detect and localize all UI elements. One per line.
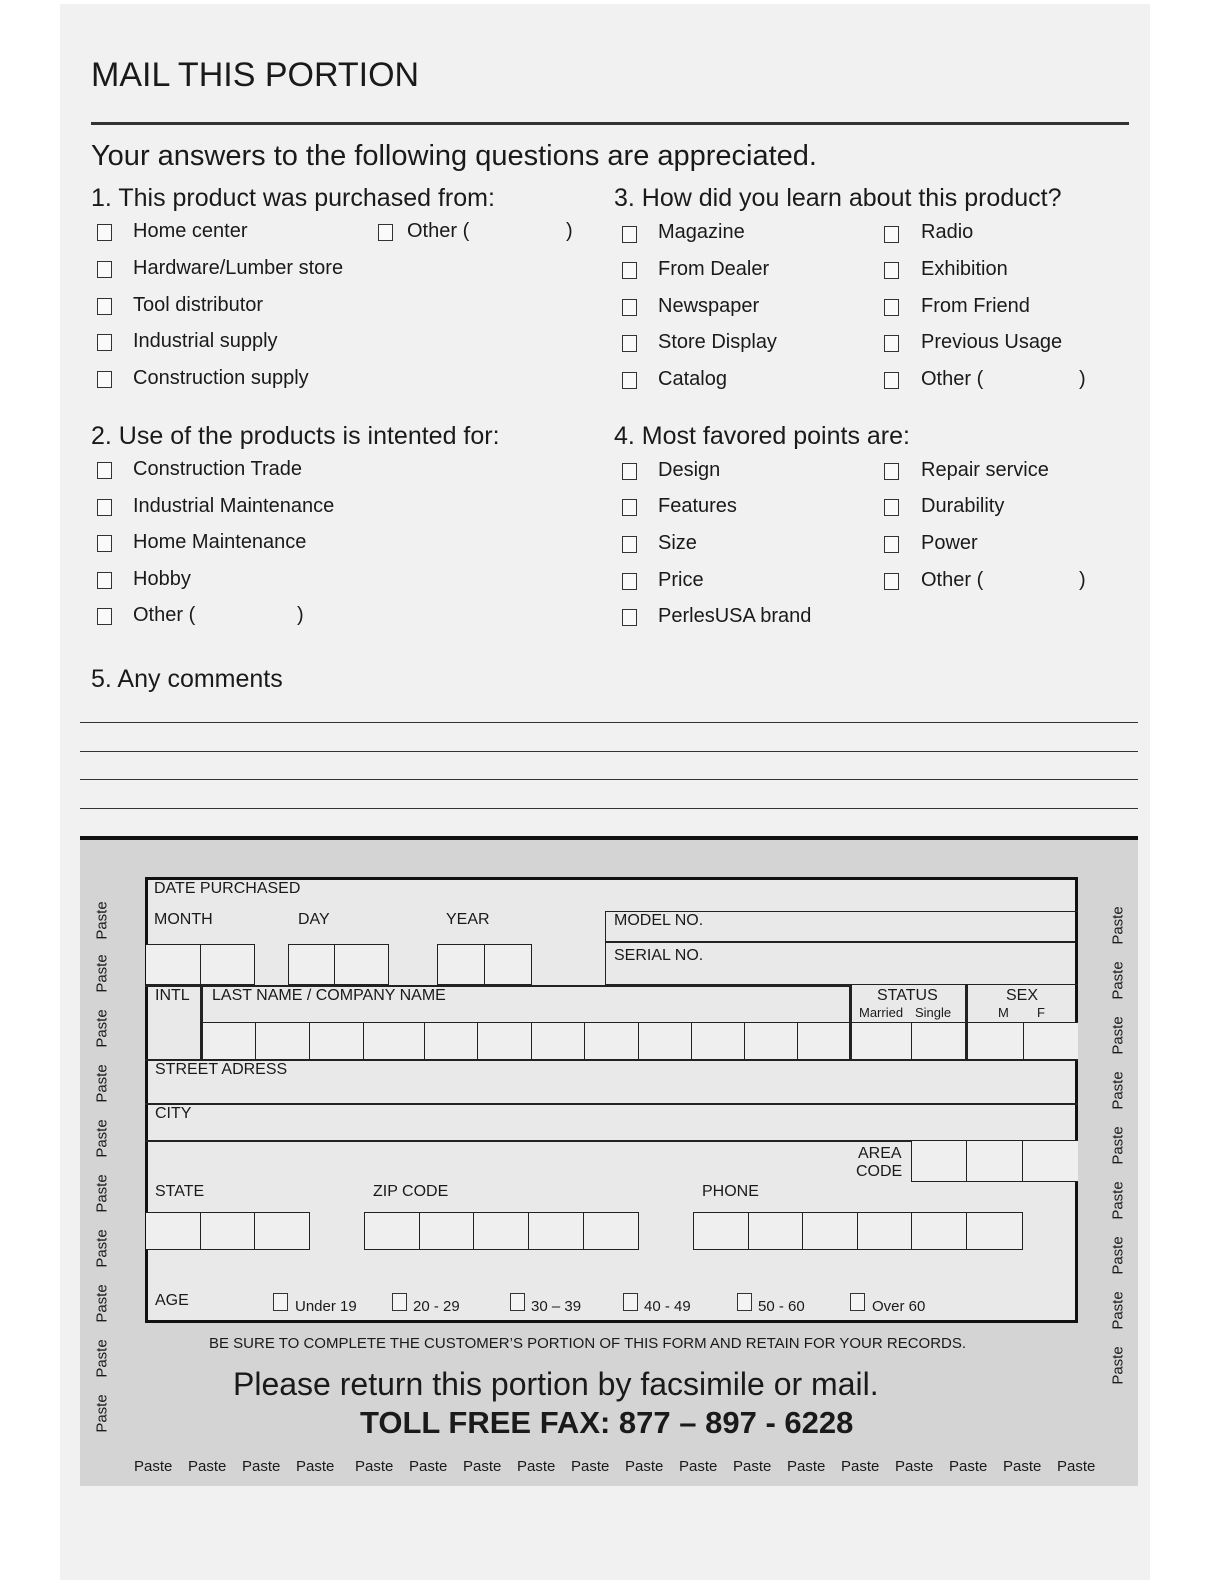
phone-digit-box[interactable] bbox=[857, 1212, 912, 1250]
q3-title: 3. How did you learn about this product? bbox=[614, 184, 1062, 212]
status-label: STATUS bbox=[877, 987, 938, 1004]
zip-digit-box[interactable] bbox=[473, 1212, 529, 1250]
male-label: M bbox=[998, 1005, 1009, 1020]
return-instruction: Please return this portion by facsimile or mail. bbox=[233, 1366, 879, 1402]
name-char-box[interactable] bbox=[424, 1022, 478, 1060]
q3-option-label: Previous Usage bbox=[921, 331, 1063, 353]
phone-label: PHONE bbox=[702, 1183, 759, 1200]
q3-other-close: ) bbox=[1079, 368, 1086, 390]
page-title: MAIL THIS PORTION bbox=[91, 56, 420, 94]
paste-label: Paste bbox=[1109, 961, 1127, 1000]
date-purchased-label: DATE PURCHASED bbox=[154, 880, 301, 897]
paste-label: Paste bbox=[1109, 1071, 1127, 1110]
age-checkbox[interactable] bbox=[273, 1293, 288, 1311]
female-label: F bbox=[1037, 1005, 1045, 1020]
q4-option-label: Design bbox=[658, 459, 721, 481]
q1-option-label: Home center bbox=[133, 220, 248, 242]
q2-option-label: Hobby bbox=[133, 568, 191, 590]
title-divider bbox=[91, 122, 1129, 125]
comment-line bbox=[80, 808, 1138, 809]
zip-digit-box[interactable] bbox=[419, 1212, 474, 1250]
paste-label: Paste bbox=[242, 1458, 281, 1475]
q2-checkbox[interactable] bbox=[97, 572, 112, 589]
age-checkbox[interactable] bbox=[737, 1293, 752, 1311]
serial-no-label: SERIAL NO. bbox=[614, 947, 704, 964]
paste-label: Paste bbox=[1109, 1236, 1127, 1275]
intro-text: Your answers to the following questions are appreciated. bbox=[91, 140, 817, 172]
state-char-box[interactable] bbox=[200, 1212, 255, 1250]
zip-label: ZIP CODE bbox=[373, 1183, 449, 1200]
q4-option-label: Size bbox=[658, 532, 697, 554]
q2-other-checkbox[interactable] bbox=[97, 608, 112, 625]
q4-checkbox[interactable] bbox=[622, 499, 637, 516]
q3-checkbox[interactable] bbox=[884, 262, 899, 279]
paste-label: Paste bbox=[1109, 1016, 1127, 1055]
q1-option-label: Construction supply bbox=[133, 367, 309, 389]
q1-checkbox[interactable] bbox=[97, 334, 112, 351]
paste-label: Paste bbox=[93, 1229, 111, 1268]
paste-label: Paste bbox=[134, 1458, 173, 1475]
day-digit-box[interactable] bbox=[334, 944, 389, 985]
street-label: STREET ADRESS bbox=[155, 1061, 288, 1078]
q3-other-checkbox[interactable] bbox=[884, 372, 899, 389]
q1-checkbox[interactable] bbox=[97, 298, 112, 315]
q3-option-label: Exhibition bbox=[921, 258, 1008, 280]
q4-checkbox[interactable] bbox=[622, 609, 637, 626]
q1-checkbox[interactable] bbox=[97, 224, 112, 241]
age-option-label: 30 – 39 bbox=[531, 1298, 582, 1315]
name-char-box[interactable] bbox=[255, 1022, 310, 1060]
q4-checkbox[interactable] bbox=[884, 499, 899, 516]
year-digit-box[interactable] bbox=[484, 944, 532, 985]
q3-checkbox[interactable] bbox=[622, 299, 637, 316]
toll-free-fax: TOLL FREE FAX: 877 – 897 - 6228 bbox=[360, 1405, 854, 1440]
q2-option-label: Construction Trade bbox=[133, 458, 302, 480]
paste-label: Paste bbox=[733, 1458, 772, 1475]
q2-checkbox[interactable] bbox=[97, 462, 112, 479]
q3-option-label: From Dealer bbox=[658, 258, 770, 280]
area-label: AREA bbox=[858, 1145, 902, 1162]
last-name-label: LAST NAME / COMPANY NAME bbox=[212, 987, 446, 1004]
q4-checkbox[interactable] bbox=[622, 536, 637, 553]
married-label: Married bbox=[859, 1005, 904, 1020]
sex-label: SEX bbox=[1006, 987, 1039, 1004]
phone-digit-box[interactable] bbox=[911, 1212, 967, 1250]
paste-label: Paste bbox=[93, 1119, 111, 1158]
paste-label: Paste bbox=[93, 954, 111, 993]
model-no-label: MODEL NO. bbox=[614, 912, 704, 929]
q3-other-label: Other ( bbox=[921, 368, 984, 390]
q4-other-label: Other ( bbox=[921, 569, 984, 591]
q4-checkbox[interactable] bbox=[884, 536, 899, 553]
area-code-box[interactable] bbox=[911, 1140, 967, 1182]
q3-option-label: Magazine bbox=[658, 221, 745, 243]
q4-other-checkbox[interactable] bbox=[884, 573, 899, 590]
single-box[interactable] bbox=[911, 1022, 967, 1060]
paste-label: Paste bbox=[949, 1458, 988, 1475]
paste-label: Paste bbox=[93, 1394, 111, 1433]
name-char-box[interactable] bbox=[477, 1022, 532, 1060]
q2-checkbox[interactable] bbox=[97, 499, 112, 516]
paste-label: Paste bbox=[1109, 1126, 1127, 1165]
paste-label: Paste bbox=[409, 1458, 448, 1475]
q3-checkbox[interactable] bbox=[884, 299, 899, 316]
paste-label: Paste bbox=[93, 1339, 111, 1378]
phone-digit-box[interactable] bbox=[693, 1212, 749, 1250]
paste-label: Paste bbox=[841, 1458, 880, 1475]
q3-checkbox[interactable] bbox=[622, 226, 637, 243]
year-label: YEAR bbox=[446, 911, 490, 928]
paste-label: Paste bbox=[895, 1458, 934, 1475]
name-char-box[interactable] bbox=[691, 1022, 745, 1060]
name-char-box[interactable] bbox=[744, 1022, 798, 1060]
q3-option-label: Newspaper bbox=[658, 295, 760, 317]
paste-label: Paste bbox=[93, 1064, 111, 1103]
paste-label: Paste bbox=[1109, 906, 1127, 945]
q4-checkbox[interactable] bbox=[622, 573, 637, 590]
code-label: CODE bbox=[856, 1163, 903, 1180]
paste-label: Paste bbox=[787, 1458, 826, 1475]
paste-label: Paste bbox=[1109, 1181, 1127, 1220]
name-char-box[interactable] bbox=[584, 1022, 639, 1060]
name-char-box[interactable] bbox=[638, 1022, 692, 1060]
q2-option-label: Home Maintenance bbox=[133, 531, 307, 553]
paste-label: Paste bbox=[93, 1284, 111, 1323]
day-label: DAY bbox=[298, 911, 330, 928]
paste-label: Paste bbox=[355, 1458, 394, 1475]
paste-label: Paste bbox=[93, 1174, 111, 1213]
age-option-label: 40 - 49 bbox=[644, 1298, 691, 1315]
area-code-box[interactable] bbox=[1022, 1140, 1078, 1182]
age-checkbox[interactable] bbox=[510, 1293, 525, 1311]
q4-option-label: Repair service bbox=[921, 459, 1049, 481]
phone-digit-box[interactable] bbox=[748, 1212, 803, 1250]
comment-line bbox=[80, 722, 1138, 723]
paste-label: Paste bbox=[296, 1458, 335, 1475]
male-box[interactable] bbox=[967, 1022, 1024, 1060]
q1-option-label: Industrial supply bbox=[133, 330, 278, 352]
paste-label: Paste bbox=[93, 901, 111, 940]
paste-label: Paste bbox=[1003, 1458, 1042, 1475]
q2-other-close: ) bbox=[297, 604, 304, 626]
age-label: AGE bbox=[155, 1292, 189, 1309]
name-char-box[interactable] bbox=[797, 1022, 851, 1060]
paste-label: Paste bbox=[625, 1458, 664, 1475]
zip-digit-box[interactable] bbox=[364, 1212, 420, 1250]
q4-other-close: ) bbox=[1079, 569, 1086, 591]
phone-digit-box[interactable] bbox=[802, 1212, 858, 1250]
paste-label: Paste bbox=[1057, 1458, 1096, 1475]
month-digit-box[interactable] bbox=[146, 944, 201, 985]
paste-label: Paste bbox=[679, 1458, 718, 1475]
q3-option-label: Radio bbox=[921, 221, 974, 243]
q3-option-label: Catalog bbox=[658, 368, 727, 390]
age-checkbox[interactable] bbox=[623, 1293, 638, 1311]
q4-option-label: Price bbox=[658, 569, 704, 591]
q3-checkbox[interactable] bbox=[884, 226, 899, 243]
q3-checkbox[interactable] bbox=[622, 335, 637, 352]
intl-label: INTL bbox=[155, 987, 190, 1004]
model-serial-divider bbox=[605, 941, 1075, 943]
age-option-label: Under 19 bbox=[295, 1298, 357, 1315]
q1-other-checkbox[interactable] bbox=[378, 224, 393, 241]
q3-checkbox[interactable] bbox=[622, 262, 637, 279]
q2-option-label: Industrial Maintenance bbox=[133, 495, 335, 517]
age-option-label: 50 - 60 bbox=[758, 1298, 805, 1315]
q5-title: 5. Any comments bbox=[91, 665, 283, 693]
comment-line bbox=[80, 751, 1138, 752]
name-char-box[interactable] bbox=[309, 1022, 364, 1060]
month-digit-box[interactable] bbox=[200, 944, 255, 985]
state-char-box[interactable] bbox=[146, 1212, 201, 1250]
state-char-box[interactable] bbox=[254, 1212, 310, 1250]
q2-other-label: Other ( bbox=[133, 604, 196, 626]
name-char-box[interactable] bbox=[202, 1022, 256, 1060]
paste-label: Paste bbox=[517, 1458, 556, 1475]
month-label: MONTH bbox=[154, 911, 213, 928]
zip-digit-box[interactable] bbox=[528, 1212, 584, 1250]
name-char-box[interactable] bbox=[363, 1022, 425, 1060]
paste-label: Paste bbox=[93, 1009, 111, 1048]
q1-other-close: ) bbox=[566, 220, 573, 242]
city-label: CITY bbox=[155, 1105, 192, 1122]
paste-label: Paste bbox=[1109, 1346, 1127, 1385]
q4-option-label: Power bbox=[921, 532, 978, 554]
comment-line bbox=[80, 779, 1138, 780]
q4-option-label: Features bbox=[658, 495, 737, 517]
q3-option-label: From Friend bbox=[921, 295, 1030, 317]
paste-label: Paste bbox=[1109, 1291, 1127, 1330]
year-digit-box[interactable] bbox=[437, 944, 485, 985]
q2-title: 2. Use of the products is intented for: bbox=[91, 422, 500, 450]
q4-option-label: PerlesUSA brand bbox=[658, 605, 812, 627]
retain-notice: BE SURE TO COMPLETE THE CUSTOMER’S PORTION OF THIS FORM AND RETAIN FOR YOUR RECORDS. bbox=[209, 1335, 967, 1352]
day-digit-box[interactable] bbox=[288, 944, 335, 985]
q4-checkbox[interactable] bbox=[622, 463, 637, 480]
single-label: Single bbox=[915, 1005, 952, 1020]
q2-checkbox[interactable] bbox=[97, 535, 112, 552]
area-code-box[interactable] bbox=[966, 1140, 1023, 1182]
q1-option-label: Tool distributor bbox=[133, 294, 264, 316]
name-char-box[interactable] bbox=[531, 1022, 585, 1060]
age-checkbox[interactable] bbox=[850, 1293, 865, 1311]
state-label: STATE bbox=[155, 1183, 205, 1200]
paste-label: Paste bbox=[463, 1458, 502, 1475]
q4-checkbox[interactable] bbox=[884, 463, 899, 480]
q4-title: 4. Most favored points are: bbox=[614, 422, 910, 450]
q1-option-label: Hardware/Lumber store bbox=[133, 257, 344, 279]
zip-digit-box[interactable] bbox=[583, 1212, 639, 1250]
city-row-top bbox=[145, 1103, 1078, 1105]
female-box[interactable] bbox=[1023, 1022, 1078, 1060]
q1-checkbox[interactable] bbox=[97, 261, 112, 278]
paste-label: Paste bbox=[571, 1458, 610, 1475]
age-option-label: 20 - 29 bbox=[413, 1298, 460, 1315]
q1-other-label: Other ( bbox=[407, 220, 470, 242]
q3-option-label: Store Display bbox=[658, 331, 777, 353]
paste-label: Paste bbox=[188, 1458, 227, 1475]
phone-digit-box[interactable] bbox=[966, 1212, 1023, 1250]
age-option-label: Over 60 bbox=[872, 1298, 926, 1315]
married-box[interactable] bbox=[851, 1022, 912, 1060]
q1-title: 1. This product was purchased from: bbox=[91, 184, 495, 212]
age-checkbox[interactable] bbox=[392, 1293, 407, 1311]
q4-option-label: Durability bbox=[921, 495, 1005, 517]
q3-checkbox[interactable] bbox=[622, 372, 637, 389]
q3-checkbox[interactable] bbox=[884, 335, 899, 352]
q1-checkbox[interactable] bbox=[97, 371, 112, 388]
